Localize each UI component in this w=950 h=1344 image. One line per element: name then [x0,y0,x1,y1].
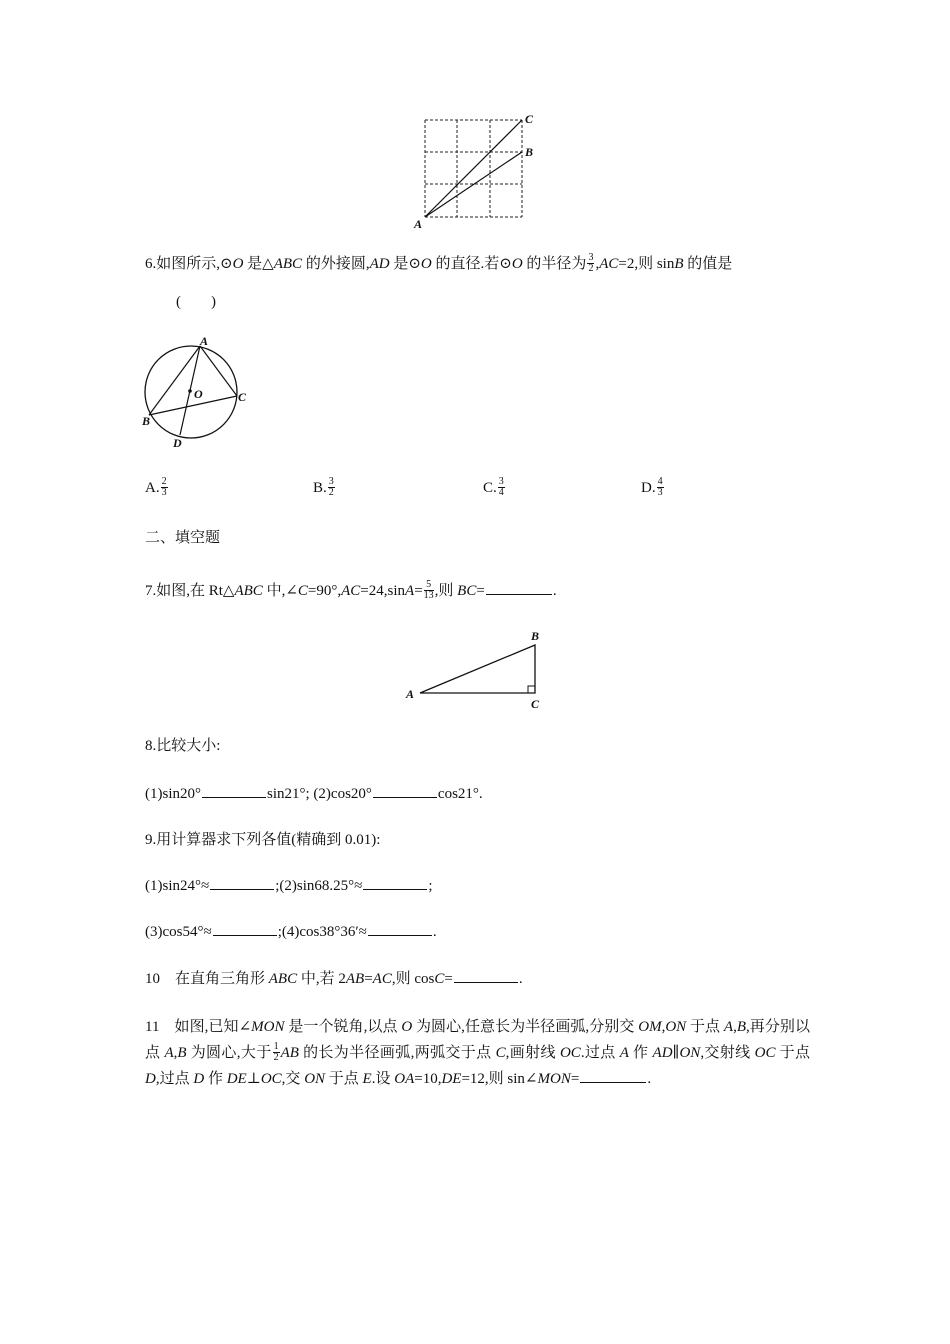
label-a: A [414,217,423,230]
label-a: A [406,687,415,701]
option-c: C. $\frac{3}{4}$ [483,476,504,499]
fraction-sin: $\frac{5}{13}$ [423,579,434,602]
label-d: D [173,436,182,450]
label-c: C [531,697,540,711]
answer-blank[interactable] [580,1081,646,1083]
label-c: C [525,112,534,126]
option-b: B. $\frac{3}{2}$ [313,476,334,499]
question-9-title: 9.用计算器求下列各值(精确到 0.01): [145,832,381,848]
section-heading: 二、填空题 [145,530,221,546]
answer-blank[interactable] [454,981,518,983]
triangle-figure [402,626,552,712]
label-b: B [142,414,151,428]
label-b: B [525,145,534,159]
answer-blank[interactable] [210,888,274,890]
question-7: 7.如图,在 Rt△ABC 中,∠C=90°,AC=24,sinA= $\frac{5}{13}$ ,则 BC= . [145,579,557,602]
question-8-title: 8.比较大小: [145,738,221,754]
question-8-body: (1)sin20° sin21°; (2)cos20° cos21°. [145,786,483,802]
label-c: C [238,390,247,404]
segment-ac [425,120,522,217]
label-a: A [200,334,209,348]
question-9-line-1: (1)sin24°≈ ;(2)sin68.25°≈ ; [145,878,433,894]
answer-blank[interactable] [363,888,427,890]
answer-bracket: ( ) [176,294,216,310]
answer-blank[interactable] [202,796,266,798]
question-6: 6.如图所示,⊙O 是△ABC 的外接圆,AD 是⊙O 的直径.若⊙O 的半径为 $\frac{3}{2}$ ,AC=2,则 sinB 的值是 [145,252,733,275]
question-10: 10 在直角三角形 ABC 中,若 2AB=AC,则 cosC= . [145,971,523,987]
circle-figure [138,330,258,452]
option-d: D. $\frac{4}{3}$ [641,476,663,499]
question-9-line-2: (3)cos54°≈ ;(4)cos38°36′≈ . [145,924,437,940]
answer-blank[interactable] [368,934,432,936]
fraction-half: $\frac{1}{2}$ [273,1041,279,1064]
answer-blank[interactable] [213,934,277,936]
label-o: O [194,387,203,401]
grid-figure [410,112,540,230]
option-a: A. $\frac{2}{3}$ [145,476,167,499]
answer-blank[interactable] [486,593,552,595]
label-b: B [531,629,540,643]
answer-blank[interactable] [373,796,437,798]
question-11: 11 如图,已知∠MON 是一个锐角,以点 O 为圆心,任意长为半径画弧,分别交 OM,ON 于点 A,B,再分别以点 A,B 为圆心,大于 $\frac{1}{2}$ AB 的长为半径画弧,两弧交于点 C,画射线 OC.过点 A 作 AD∥ON,交射线 OC 于点 D,过点 D 作 DE⊥OC,交 ON 于点 E.设 OA=10,DE=12,则 sin∠MON= . [145,1019,810,1087]
fraction-radius: $\frac{3}{2}$ [588,252,594,275]
